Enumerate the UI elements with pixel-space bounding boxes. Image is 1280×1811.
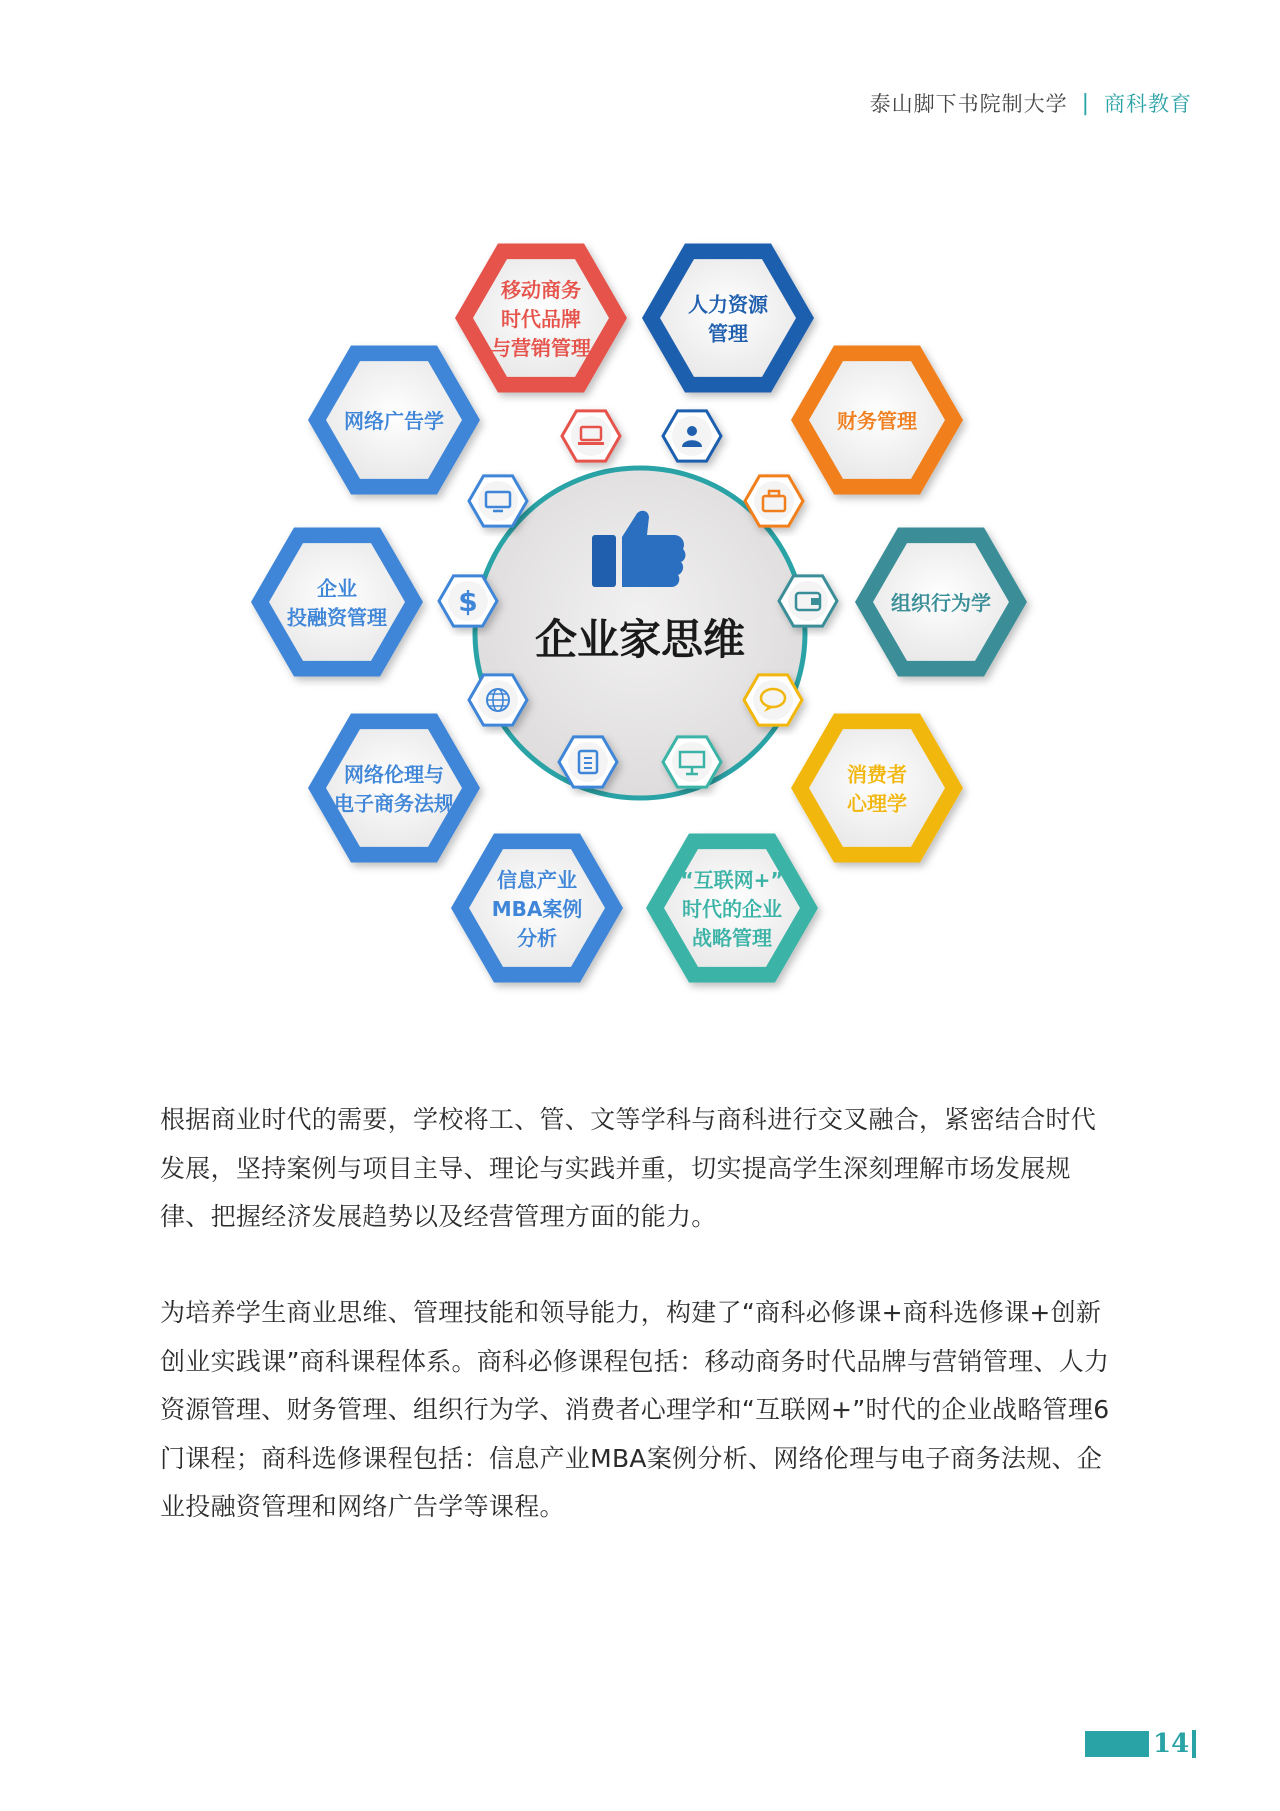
course-label: 与营销管理	[491, 336, 591, 360]
course-label: 心理学	[847, 791, 907, 816]
course-label: 电子商务法规	[334, 791, 454, 816]
course-label: 网络伦理与	[344, 762, 444, 787]
page-footer	[1085, 1730, 1196, 1758]
course-label: 分析	[517, 926, 557, 950]
course-connector-badge	[469, 476, 527, 526]
course-label: 战略管理	[692, 926, 772, 950]
course-connector-badge	[559, 737, 617, 787]
footer-tick	[1192, 1730, 1196, 1758]
course-label: 组织行为学	[891, 591, 991, 615]
dollar-icon	[458, 585, 477, 618]
course-connector-badge	[745, 476, 803, 526]
section-name: 商科教育	[1104, 92, 1192, 116]
course-label: 投融资管理	[287, 605, 387, 630]
course-label: 网络广告学	[344, 409, 444, 433]
course-label: 消费者	[847, 762, 907, 787]
course-label: 信息产业	[497, 868, 577, 892]
course-label: 管理	[708, 321, 748, 346]
course-label: 时代的企业	[682, 897, 782, 921]
paragraph-curriculum-system: 为培养学生商业思维、管理技能和领导能力，构建了“商科必修课+商科选修课+创新创业实践课”商科课程体系。商科必修课程包括：移动商务时代品牌与营销管理、人力资源管理、财务管理、组织行为学、消费者心理学和“互联网+”时代的企业战略管理6门课程；商科选修课程包括：信息产业MBA案例分析、网络伦理与电子商务法规、企业投融资管理和网络广告学等课程。	[160, 1298, 1110, 1521]
course-connector-badge	[439, 576, 497, 626]
course-label: 移动商务	[501, 278, 581, 302]
course-hexagon	[251, 528, 423, 677]
center-title: 企业家思维	[534, 615, 746, 664]
course-label: 财务管理	[837, 409, 917, 433]
header-separator: |	[1081, 90, 1090, 116]
course-connector-badge	[469, 675, 527, 725]
course-connector-badge	[779, 576, 837, 626]
course-hexagon	[308, 714, 480, 863]
school-name: 泰山脚下书院制大学	[869, 92, 1068, 116]
course-connector-badge	[663, 737, 721, 787]
page-number: 14	[1153, 1729, 1190, 1759]
course-label: MBA案例	[491, 897, 583, 921]
course-label: 企业	[317, 576, 357, 601]
course-label: “互联网+”	[680, 868, 784, 892]
course-connector-badge	[744, 675, 802, 725]
course-connector-badge	[562, 411, 620, 461]
paragraph-curriculum-integration: 根据商业时代的需要，学校将工、管、文等学科与商科进行交叉融合，紧密结合时代发展，坚持案例与项目主导、理论与实践并重，切实提高学生深刻理解市场发展规律、把握经济发展趋势以及经营管理方面的能力。	[160, 1105, 1097, 1231]
svg-text:$: $	[458, 585, 478, 618]
course-label: 时代品牌	[501, 307, 581, 331]
course-connector-badge	[663, 411, 721, 461]
course-hexagon	[642, 244, 814, 393]
footer-accent-bar	[1085, 1731, 1149, 1757]
course-hexagon	[791, 714, 963, 863]
course-label: 人力资源	[688, 292, 768, 317]
